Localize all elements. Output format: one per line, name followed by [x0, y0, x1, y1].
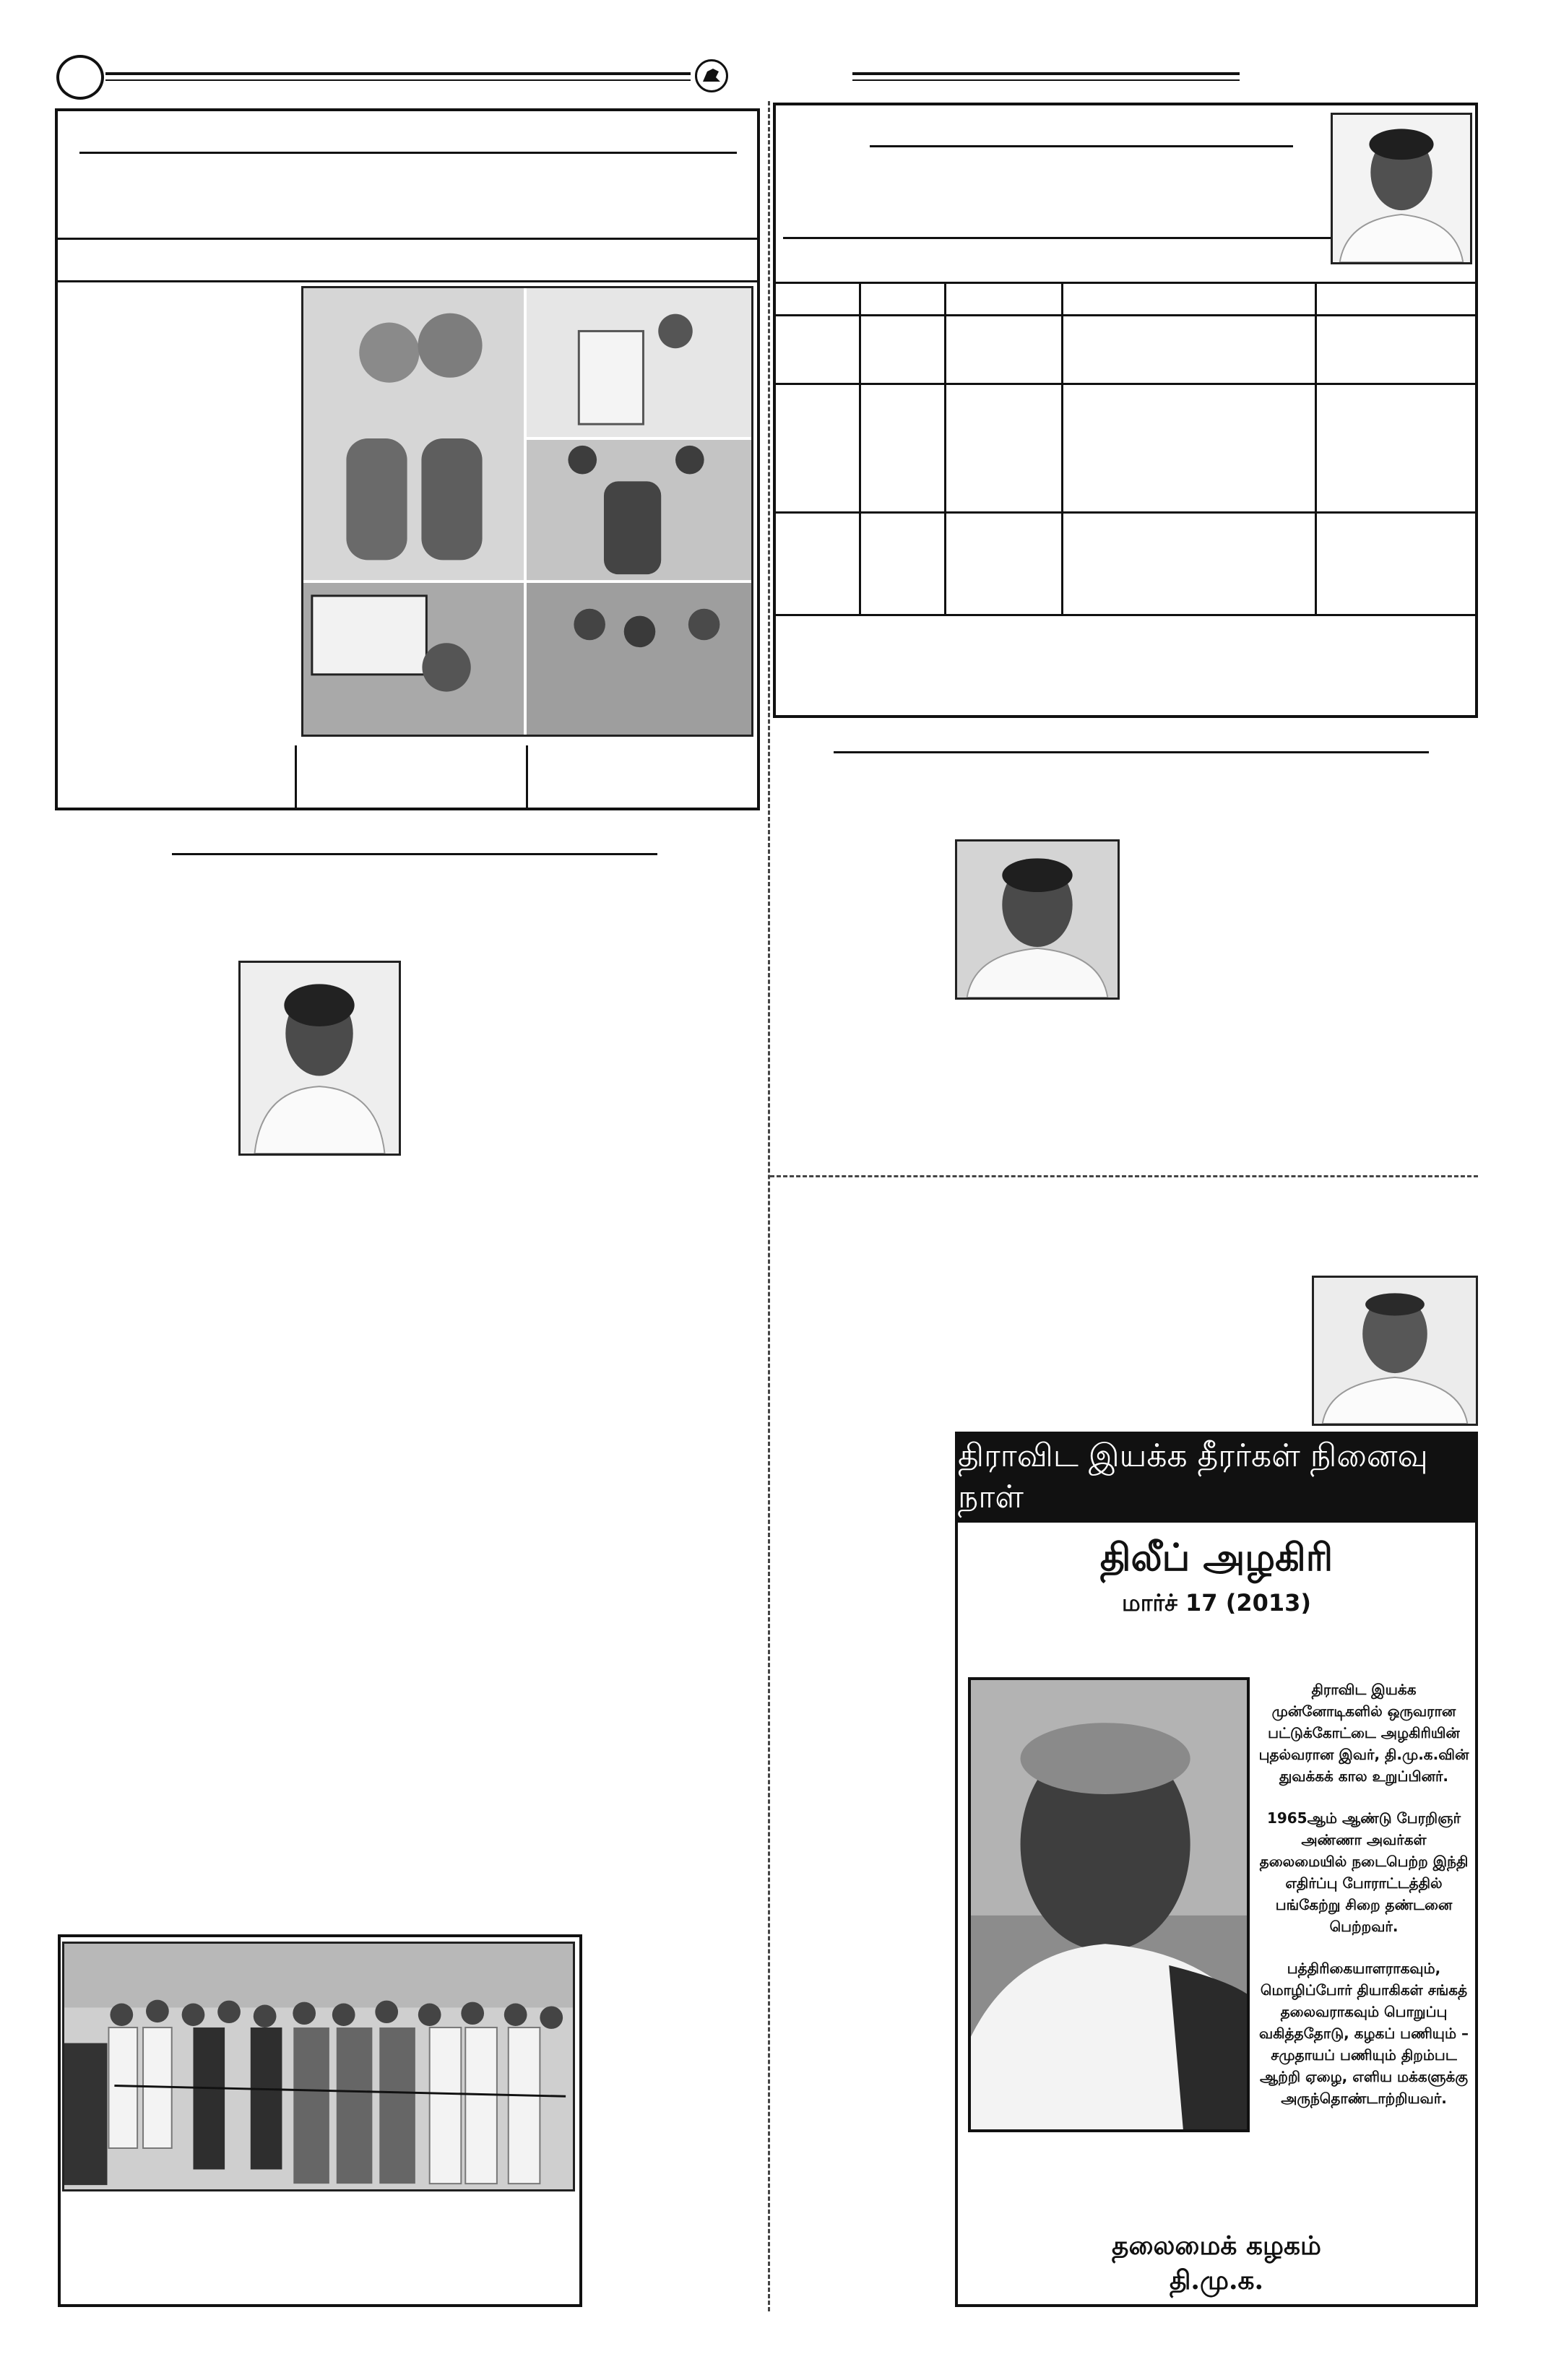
masthead-rule-left-thin [105, 79, 691, 81]
column-separator [768, 101, 770, 2311]
article-heading-rule [172, 853, 657, 855]
section-separator [770, 1175, 1478, 1177]
memorial-date: மார்ச் 17 (2013) [1121, 1589, 1312, 1617]
portrait-photo-lower-right [1312, 1276, 1478, 1426]
memorial-advertisement [955, 1432, 1478, 2307]
article-heading-rule [834, 751, 1429, 753]
memorial-bio [1255, 1679, 1472, 2129]
portrait-photo-top-right [1331, 113, 1472, 264]
masthead-rule-left [105, 72, 691, 75]
masthead-rule-right [852, 72, 1240, 75]
memorial-signature-line2: தி.மு.க. [1169, 2265, 1264, 2295]
memorial-bio-paragraph: பத்திரிகையாளராகவும், மொழிப்போர் தியாகிகள் சங்கத் தலைவராகவும் பொறுப்பு வகித்ததோடு, கழகப் பணியும் – சமுதாயப் பணியும் திறம்பட ஆற்றி ஏழை, எளிய மக்களுக்கு அருந்தொண்டாற்றியவர். [1258, 1960, 1469, 2107]
ribbon-cutting-photo [62, 1942, 575, 2191]
memorial-bio-paragraph: திராவிட இயக்க முன்னோடிகளில் ஒருவரான பட்டுக்கோட்டை அழகிரியின் புதல்வரான இவர், தி.மு.க.வின் துவக்கக் கால உறுப்பினர். [1258, 1681, 1469, 1785]
party-emblem-icon [695, 59, 728, 92]
portrait-photo-left [238, 961, 401, 1156]
memorial-person-name: திலீப் அழகிரி [1099, 1536, 1334, 1580]
protest-photo-collage [301, 286, 753, 737]
page-number-circle-icon [56, 55, 104, 100]
memorial-heading: திராவிட இயக்க தீரர்கள் நினைவு நாள் [958, 1435, 1475, 1523]
memorial-signature-line1: தலைமைக் கழகம் [1112, 2230, 1321, 2261]
memorial-portrait-photo [968, 1677, 1250, 2132]
memorial-bio-paragraph: 1965ஆம் ஆண்டு பேரறிஞர் அண்ணா அவர்கள் தலைமையில் நடைபெற்ற இந்தி எதிர்ப்பு போராட்டத்தில் பங்கேற்று சிறை தண்டனை பெற்றவர். [1259, 1809, 1469, 1935]
portrait-photo-middle-right [955, 839, 1120, 1000]
masthead-rule-right-thin [852, 79, 1240, 81]
